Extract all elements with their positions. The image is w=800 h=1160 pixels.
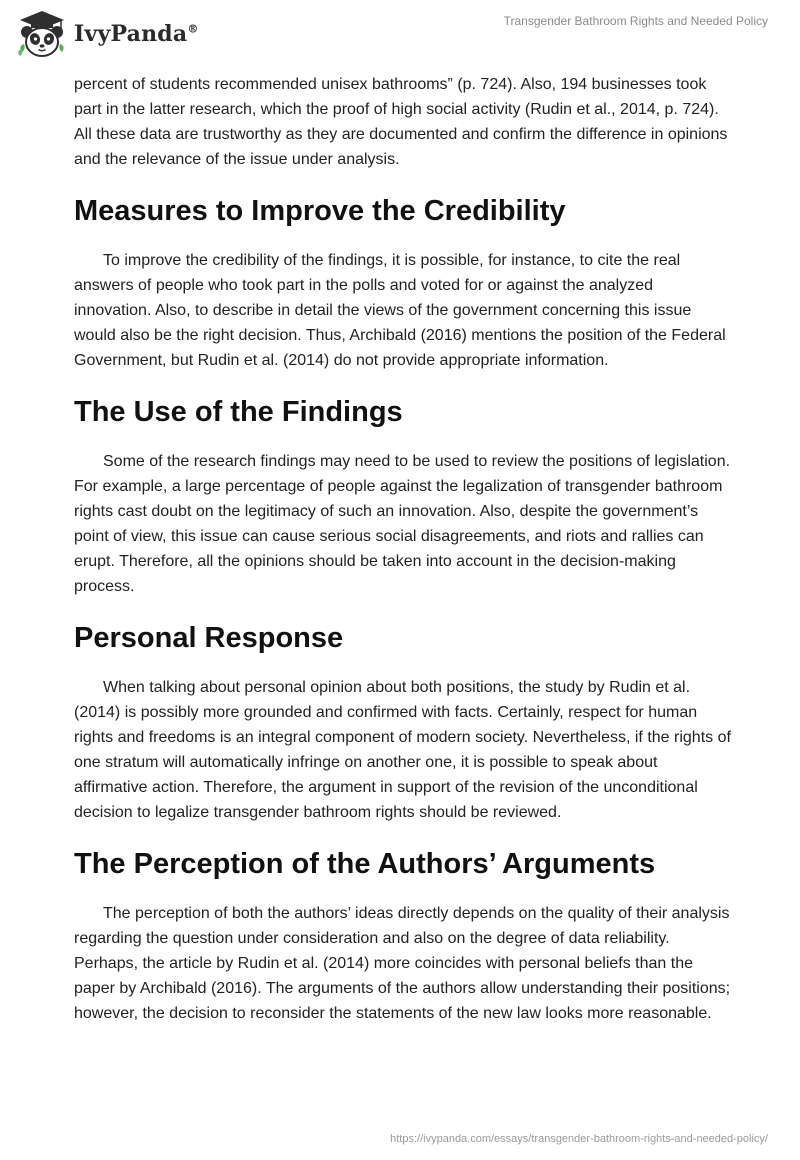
section-heading-credibility: Measures to Improve the Credibility	[74, 195, 566, 227]
page-header	[0, 0, 800, 68]
section-heading-perception: The Perception of the Authors’ Arguments	[74, 848, 656, 880]
registered-mark: ®	[187, 22, 199, 36]
source-url-link[interactable]: https://ivypanda.com/essays/transgender-bathroom-rights-and-needed-policy/	[390, 1133, 768, 1145]
essay-body	[74, 72, 734, 1026]
intro-paragraph: percent of students recommended unisex bathrooms” (p. 724). Also, 194 businesses took part in the latter research, which the proof of high social activity (Rudin et al., 2014, p. 724). All these data are trustworthy as they are documented and confirm the difference in opinions and the relevance of the issue under analysis.	[74, 76, 728, 168]
panda-graduate-icon	[16, 8, 68, 60]
section-paragraph-credibility: To improve the credibility of the findings, it is possible, for instance, to cite the real answers of people who took part in the polls and voted for or against the analyzed innovation. Also, to describe in detail the views of the government concerning this issue would also be the right decision. Thus, Archibald (2016) mentions the position of the Federal Government, but Rudin et al. (2014) do not provide appropriate information.	[74, 252, 726, 369]
section-paragraph-use-of-findings: Some of the research findings may need to be used to review the positions of legislation. For example, a large percentage of people against the legalization of transgender bathroom rights cast doubt on the legitimacy of such an innovation. Also, despite the government’s point of view, this issue can cause serious social disagreements, and riots and rallies can erupt. Therefore, all the opinions should be taken into account in the decision-making process.	[74, 453, 731, 595]
section-paragraph-perception: The perception of both the authors’ ideas directly depends on the quality of their analysis regarding the question under consideration and also on the degree of data reliability. Perhaps, the article by Rudin et al. (2014) more coincides with personal beliefs than the paper by Archibald (2016). The arguments of the authors allow understanding their positions; however, the decision to reconsider the statements of the new law looks more reasonable.	[74, 905, 731, 1022]
brand-name: IvyPanda®	[74, 21, 199, 47]
section-heading-personal-response: Personal Response	[74, 622, 344, 654]
document-title: Transgender Bathroom Rights and Needed Policy	[503, 14, 768, 28]
ivypanda-logo[interactable]	[16, 8, 199, 60]
section-heading-use-of-findings: The Use of the Findings	[74, 396, 403, 428]
section-paragraph-personal-response: When talking about personal opinion about both positions, the study by Rudin et al. (2014) is possibly more grounded and confirmed with facts. Certainly, respect for human rights and freedoms is an integral component of modern society. Nevertheless, if the rights of one stratum will automatically infringe on another one, it is possible to speak about affirmative action. Therefore, the argument in support of the revision of the unconditional decision to legalize transgender bathroom rights should be reviewed.	[74, 679, 731, 821]
